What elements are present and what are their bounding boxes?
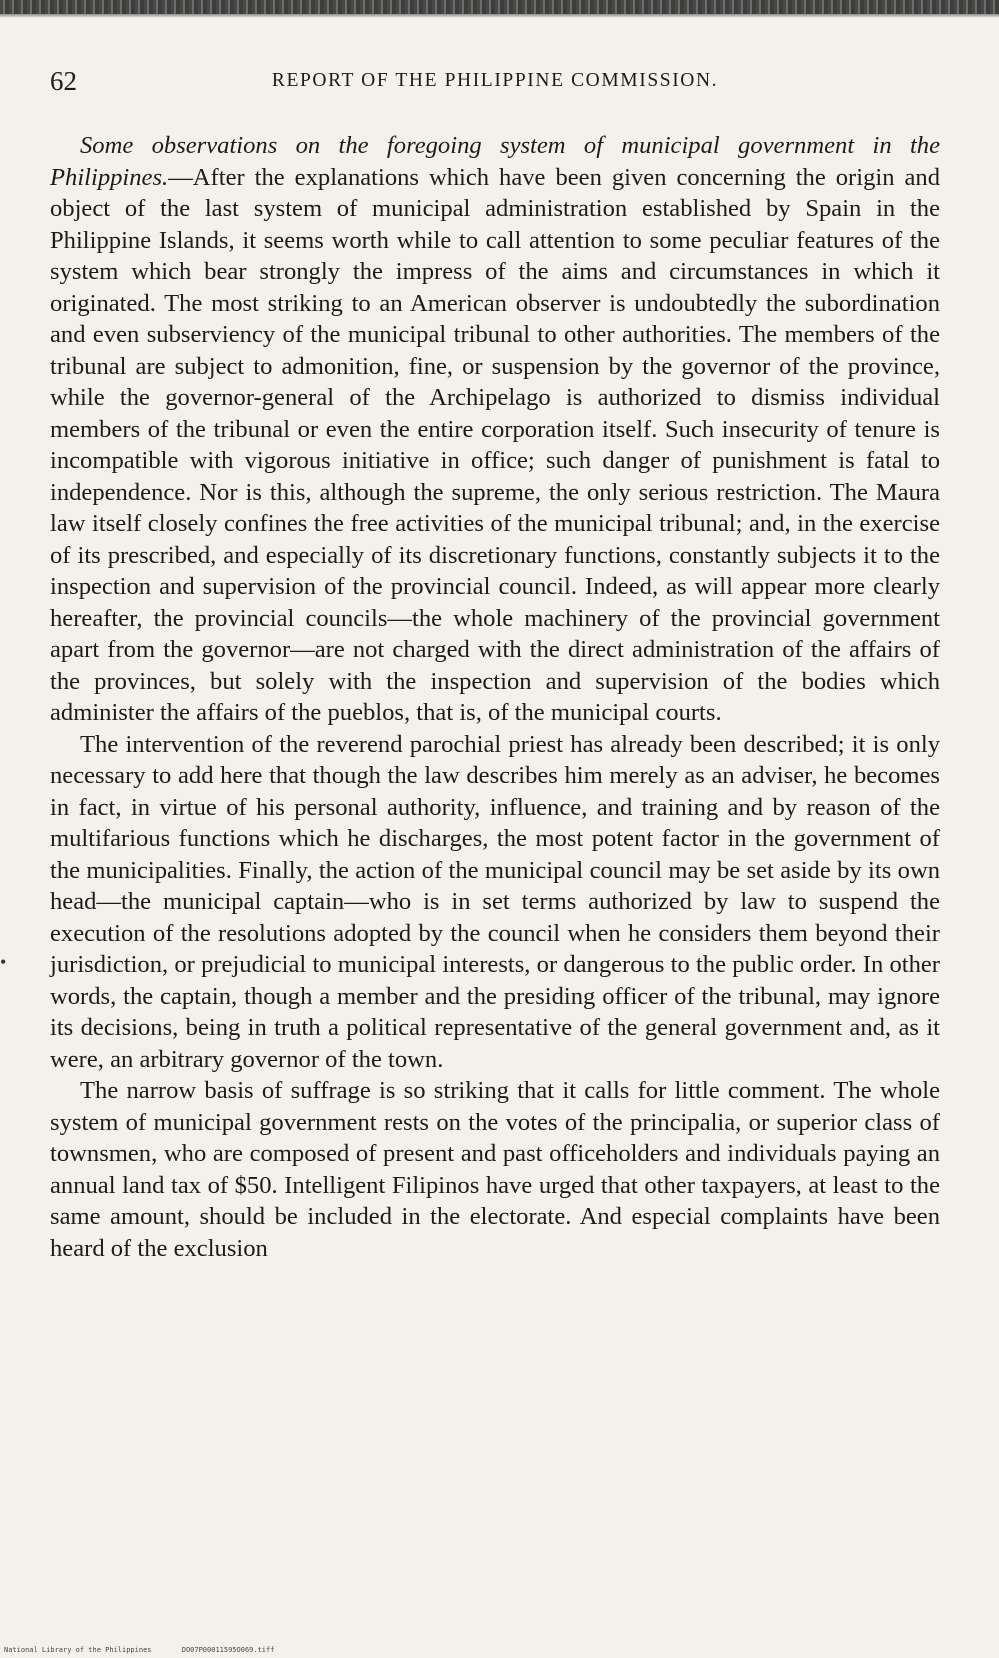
- paragraph-1: [50, 130, 940, 729]
- paragraph-2: The intervention of the reverend parochial priest has already been described; it is only necessary to add here that though the law describes him merely as an adviser, he becomes in fact, in virtue of his personal authority, influence, and training and by reason of the multifarious functions which he discharges, the most potent factor in the government of the municipalities. Finally, the action of the municipal council may be set aside by its own head—the municipal captain—who is in set terms authorized by law to suspend the execution of the resolutions adopted by the council when he considers them beyond their jurisdiction, or prejudicial to municipal interests, or dangerous to the public order. In other words, the captain, though a member and the presiding officer of the tribunal, may ignore its decisions, being in truth a political representative of the general government and, as it were, an arbitrary governor of the town.: [50, 730, 940, 1073]
- footer-library: National Library of the Philippines: [4, 1646, 152, 1654]
- paragraph-1-text: —After the explanations which have been given concerning the origin and object of the last system of municipal administration established by Spain in the Philippine Islands, it seems worth while to call attention to some peculiar features of the system which bear strongly the impress of the aims and circumstances in which it originated. The most striking to an American observer is undoubtedly the subordination and even subserviency of the municipal tribunal to other authorities. The members of the tribunal are subject to admonition, fine, or suspension by the governor of the province, while the governor-general of the Archipelago is authorized to dismiss individual members of the tribunal or even the entire corporation itself. Such insecurity of tenure is incompatible with vigorous initiative in office; such danger of punishment is fatal to independence. Nor is this, although the supreme, the only serious restriction. The Maura law itself closely confines the free activities of the municipal tribunal; and, in the exercise of its prescribed, and especially of its discretionary functions, constantly subjects it to the inspection and supervision of the provincial council. Indeed, as will appear more clearly hereafter, the provincial councils—the whole machinery of the provincial government apart from the governor—are not charged with the direct administration of the affairs of the provinces, but solely with the inspection and supervision of the bodies which administer the affairs of the pueblos, that is, of the municipal courts.: [50, 163, 940, 726]
- body-text: [50, 130, 940, 1264]
- section-sidehead: Some observations on the foregoing system of municipal government in the Philippines.: [50, 132, 940, 191]
- margin-mark: •: [0, 952, 7, 972]
- scan-footer-stamp: [4, 1646, 274, 1654]
- scan-top-edge: [0, 0, 999, 14]
- page-header: [50, 58, 940, 98]
- page-number: 62: [50, 66, 77, 96]
- footer-file: DO07P00011595O069.tiff: [181, 1646, 275, 1654]
- running-head: REPORT OF THE PHILIPPINE COMMISSION.: [271, 70, 719, 91]
- scan-top-edge-shadow: [0, 14, 999, 18]
- paragraph-3: The narrow basis of suffrage is so striking that it calls for little comment. The whole system of municipal government rests on the votes of the principalia, or superior class of townsmen, who are composed of present and past officeholders and individuals paying an annual land tax of $50. Intelligent Filipinos have urged that other taxpayers, at least to the same amount, should be included in the electorate. And especial complaints have been heard of the exclusion: [50, 1077, 940, 1262]
- document-page: [50, 58, 940, 1264]
